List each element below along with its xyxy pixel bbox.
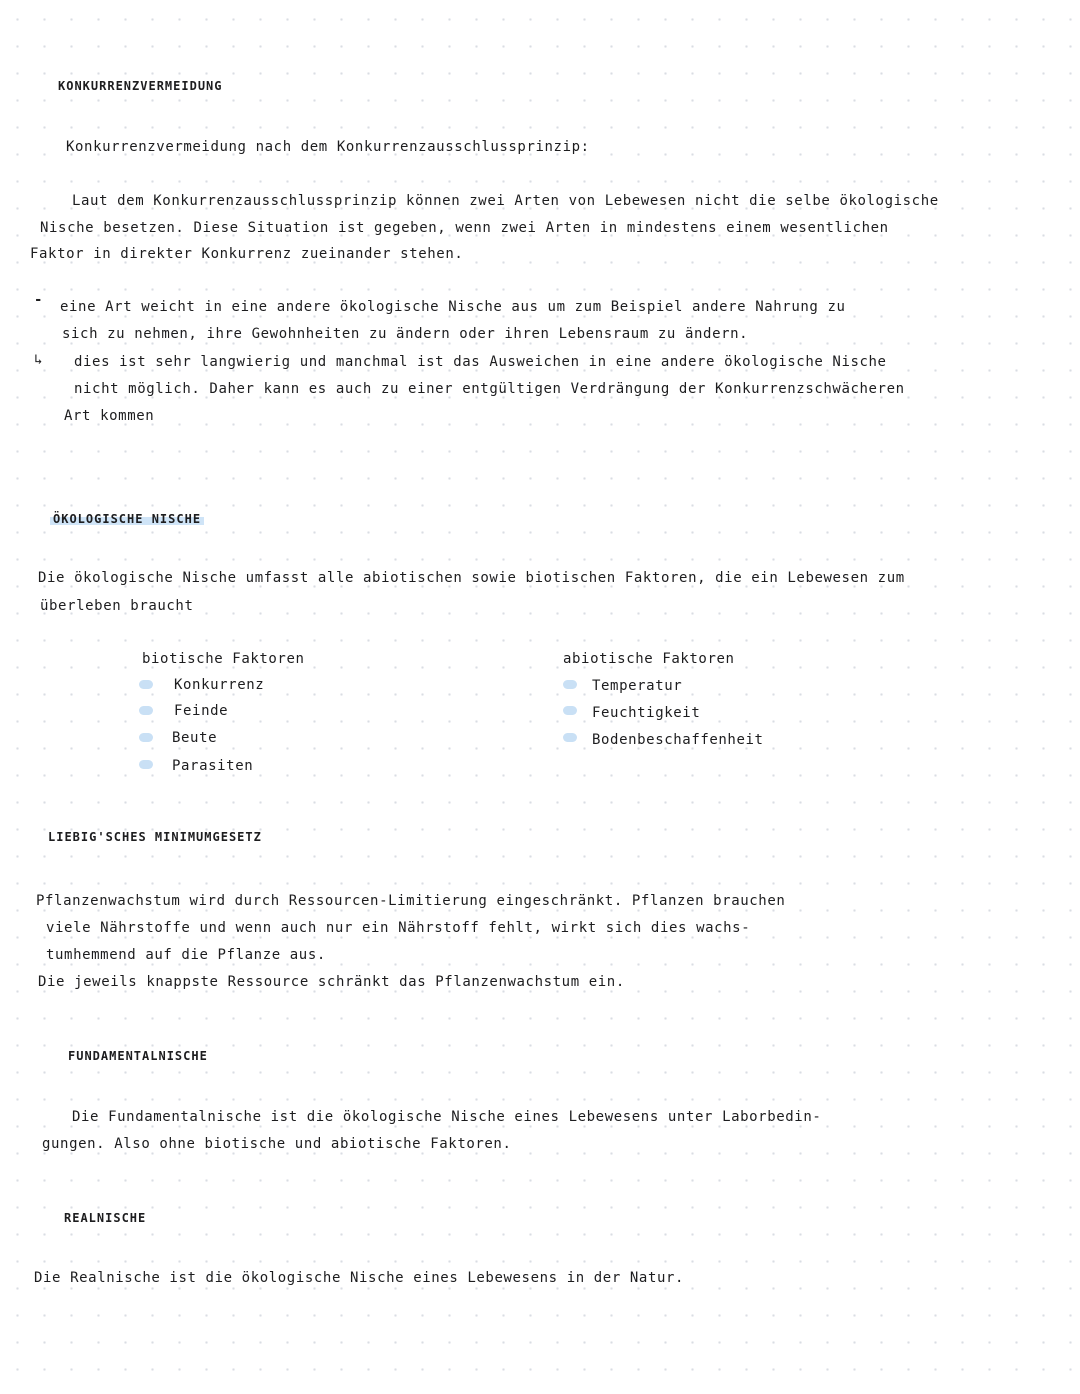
bullet-icon [139,760,153,769]
konkurrenz-para-line-3: Faktor in direkter Konkurrenz zueinander stehen. [30,246,464,262]
abiotic-item: Feuchtigkeit [592,705,701,721]
arrow-line-3: Art kommen [64,408,155,424]
bullet-icon [139,706,153,715]
biotic-title: biotische Faktoren [142,651,305,667]
bullet-icon [563,680,577,689]
bullet-icon [139,680,153,689]
abiotic-item: Bodenbeschaffenheit [592,732,764,748]
liebig-para-line-1: Pflanzenwachstum wird durch Ressourcen-Limitierung eingeschränkt. Pflanzen brauchen [36,893,786,909]
konkurrenz-para-line-1: Laut dem Konkurrenzausschlussprinzip können zwei Arten von Lebewesen nicht die selbe ökologische [72,193,939,209]
bullet-icon [563,706,577,715]
bullet-icon [139,733,153,742]
arrow-line-2: nicht möglich. Daher kann es auch zu einer entgültigen Verdrängung der Konkurrenzschwächeren [74,381,905,397]
real-para-line-1: Die Realnische ist die ökologische Nische eines Lebewesens in der Natur. [34,1270,685,1286]
abiotic-title: abiotische Faktoren [563,651,735,667]
fundamental-para-line-1: Die Fundamentalnische ist die ökologische Nische eines Lebewesens unter Laborbedin- [72,1109,822,1125]
nische-para-line-1: Die ökologische Nische umfasst alle abiotischen sowie biotischen Faktoren, die ein Lebewesen zum [38,570,905,586]
heading-realnische: REALNISCHE [64,1211,147,1225]
nische-para-line-2: überleben braucht [40,598,194,614]
heading-oekologische-nische: ÖKOLOGISCHE NISCHE [50,512,204,526]
heading-konkurrenzvermeidung: KONKURRENZVERMEIDUNG [58,79,223,93]
dash-line-1: eine Art weicht in eine andere ökologische Nische aus um zum Beispiel andere Nahrung zu [60,299,846,315]
biotic-item: Konkurrenz [174,677,265,693]
fundamental-para-line-2: gungen. Also ohne biotische und abiotische Faktoren. [42,1136,512,1152]
dash-marker: - [34,292,44,308]
biotic-item: Parasiten [172,758,254,774]
arrow-line-1: dies ist sehr langwierig und manchmal ist das Ausweichen in eine andere ökologische Nische [74,354,887,370]
biotic-item: Beute [172,730,218,746]
konkurrenz-para-line-2: Nische besetzen. Diese Situation ist gegeben, wenn zwei Arten in mindestens einem wesentlichen [40,220,889,236]
liebig-para-line-3: tumhemmend auf die Pflanze aus. [46,947,326,963]
bullet-icon [563,733,577,742]
heading-fundamentalnische: FUNDAMENTALNISCHE [68,1049,208,1063]
liebig-para-line-2: viele Nährstoffe und wenn auch nur ein Nährstoff fehlt, wirkt sich dies wachs- [46,920,751,936]
dash-line-2: sich zu nehmen, ihre Gewohnheiten zu ändern oder ihren Lebensraum zu ändern. [62,326,749,342]
heading-liebig: LIEBIG'SCHES MINIMUMGESETZ [48,830,262,844]
biotic-item: Feinde [174,703,229,719]
arrow-marker-icon: ↳ [34,352,44,368]
abiotic-item: Temperatur [592,678,683,694]
liebig-para-line-4: Die jeweils knappste Ressource schränkt das Pflanzenwachstum ein. [38,974,625,990]
subtitle-konkurrenzvermeidung: Konkurrenzvermeidung nach dem Konkurrenzausschlussprinzip: [66,139,590,155]
